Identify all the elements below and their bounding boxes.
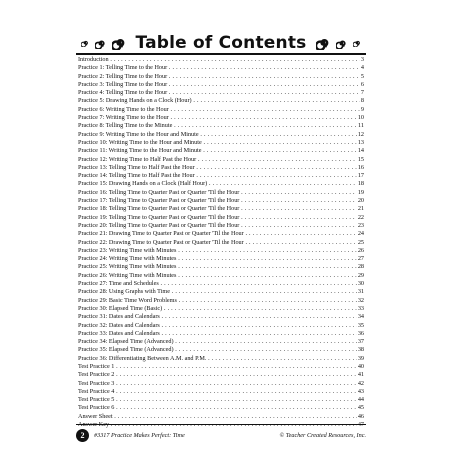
toc-leader-dots <box>207 355 356 363</box>
toc-leader-dots <box>240 189 356 197</box>
toc-leader-dots <box>115 363 356 371</box>
toc-entry <box>78 205 364 213</box>
toc-entry-page: 7 <box>360 89 364 97</box>
toc-entry-label: Practice 1: Telling Time to the Hour <box>78 64 168 72</box>
toc-entry <box>78 64 364 72</box>
toc-entry-label: Practice 5: Drawing Hands on a Clock (Hour) <box>78 97 192 105</box>
toc-leader-dots <box>245 239 357 247</box>
toc-entry-label: Practice 32: Dates and Calendars <box>78 321 160 329</box>
toc-entry <box>78 288 364 296</box>
toc-entry-label: Practice 21: Drawing Time to Quarter Past or Quarter 'Til the Hour <box>78 230 244 238</box>
toc-leader-dots <box>196 172 357 180</box>
toc-entry-page: 20 <box>357 197 364 205</box>
toc-leader-dots <box>197 156 357 164</box>
toc-entry-label: Practice 28: Using Graphs with Time <box>78 288 170 296</box>
toc-entry-page: 46 <box>357 412 364 420</box>
toc-entry <box>78 380 364 388</box>
toc-entry-page: 10 <box>357 114 364 122</box>
toc-entry-page: 37 <box>357 338 364 346</box>
toc-leader-dots <box>177 255 356 263</box>
toc-leader-dots <box>240 205 356 213</box>
toc-entry <box>78 330 364 338</box>
toc-leader-dots <box>161 322 357 330</box>
toc-entry-label: Practice 7: Writing Time to the Hour <box>78 114 169 122</box>
toc-entry-page: 25 <box>357 238 364 246</box>
toc-entry-label: Answer Sheet <box>78 412 113 420</box>
toc-entry-label: Test Practice 6 <box>78 404 115 412</box>
toc-entry-label: Practice 23: Writing Time with Minutes <box>78 246 177 254</box>
page-title: Table of Contents <box>135 33 307 53</box>
toc-leader-dots <box>115 388 356 396</box>
toc-leader-dots <box>208 180 357 188</box>
toc-entry-page: 45 <box>357 404 364 412</box>
toc-entry-page: 26 <box>357 246 364 254</box>
toc-entry-page: 4 <box>360 64 364 72</box>
toc-entry <box>78 230 364 238</box>
toc-entry-label: Practice 11: Writing Time to the Hour and Minute <box>78 147 202 155</box>
toc-entry-page: 15 <box>357 155 364 163</box>
toc-entry <box>78 388 364 396</box>
toc-entry <box>78 73 364 81</box>
toc-entry-page: 21 <box>357 205 364 213</box>
toc-entry-label: Test Practice 2 <box>78 371 115 379</box>
toc-entry-page: 11 <box>358 122 364 130</box>
toc-entry <box>78 322 364 330</box>
toc-leader-dots <box>175 346 357 354</box>
toc-entry-label: Practice 26: Writing Time with Minutes <box>78 271 177 279</box>
toc-entry-page: 18 <box>357 180 364 188</box>
toc-leader-dots <box>170 106 360 114</box>
swirl-icon <box>81 39 89 47</box>
toc-entry <box>78 255 364 263</box>
toc-list <box>78 56 364 429</box>
toc-entry <box>78 404 364 412</box>
toc-leader-dots <box>168 73 360 81</box>
toc-entry-label: Practice 25: Writing Time with Minutes <box>78 263 177 271</box>
toc-entry-label: Practice 15: Drawing Hands on a Clock (Half Hour) <box>78 180 208 188</box>
toc-entry <box>78 305 364 313</box>
toc-entry <box>78 164 364 172</box>
toc-leader-dots <box>196 164 357 172</box>
toc-entry-page: 38 <box>357 346 364 354</box>
toc-entry <box>78 239 364 247</box>
toc-entry-label: Practice 34: Elapsed Time (Advanced) <box>78 338 174 346</box>
toc-entry <box>78 172 364 180</box>
toc-leader-dots <box>168 81 360 89</box>
toc-entry <box>78 97 364 105</box>
toc-entry-page: 13 <box>357 138 364 146</box>
toc-entry-label: Practice 29: Basic Time Word Problems <box>78 296 177 304</box>
toc-entry-label: Practice 33: Dates and Calendars <box>78 329 160 337</box>
toc-leader-dots <box>178 297 357 305</box>
toc-entry-label: Practice 10: Writing Time to the Hour and Minute <box>78 138 202 146</box>
toc-entry <box>78 396 364 404</box>
toc-entry <box>78 280 364 288</box>
toc-entry <box>78 114 364 122</box>
toc-entry-label: Practice 14: Telling Time to Half Past the Hour <box>78 172 195 180</box>
toc-leader-dots <box>115 404 356 412</box>
toc-entry-page: 19 <box>357 188 364 196</box>
toc-entry <box>78 222 364 230</box>
toc-entry <box>78 147 364 155</box>
toc-entry-label: Test Practice 3 <box>78 379 115 387</box>
footer-copyright: © Teacher Created Resources, Inc. <box>279 431 366 439</box>
toc-entry-label: Practice 24: Writing Time with Minutes <box>78 255 177 263</box>
left-swirl-group <box>81 36 126 50</box>
toc-entry-label: Practice 13: Telling Time to Half Past the Hour <box>78 163 195 171</box>
toc-entry-page: 12 <box>357 130 364 138</box>
toc-entry-label: Practice 6: Writing Time to the Hour <box>78 105 169 113</box>
toc-leader-dots <box>240 197 356 205</box>
toc-leader-dots <box>200 131 357 139</box>
toc-entry <box>78 272 364 280</box>
toc-entry-page: 6 <box>360 80 364 88</box>
toc-entry-page: 16 <box>357 163 364 171</box>
toc-leader-dots <box>168 89 360 97</box>
toc-entry-page: 14 <box>357 147 364 155</box>
toc-entry <box>78 156 364 164</box>
toc-leader-dots <box>177 263 356 271</box>
toc-leader-dots <box>161 330 357 338</box>
toc-entry-label: Practice 8: Telling Time to the Minute <box>78 122 173 130</box>
toc-entry-page: 33 <box>357 304 364 312</box>
toc-entry-page: 8 <box>360 97 364 105</box>
toc-entry <box>78 355 364 363</box>
toc-entry <box>78 263 364 271</box>
toc-entry-label: Practice 20: Telling Time to Quarter Past or Quarter 'Til the Hour <box>78 221 240 229</box>
toc-entry-page: 32 <box>357 296 364 304</box>
page-number-badge: 2 <box>76 429 89 442</box>
toc-entry-label: Practice 3: Telling Time to the Hour <box>78 80 168 88</box>
toc-entry-label: Practice 17: Telling Time to Quarter Past or Quarter 'Til the Hour <box>78 197 240 205</box>
toc-leader-dots <box>115 396 356 404</box>
toc-leader-dots <box>177 272 356 280</box>
toc-entry-label: Test Practice 5 <box>78 396 115 404</box>
toc-entry-label: Practice 19: Telling Time to Quarter Past or Quarter 'Til the Hour <box>78 213 240 221</box>
toc-entry-label: Test Practice 1 <box>78 362 115 370</box>
toc-entry-page: 22 <box>357 213 364 221</box>
toc-entry-label: Practice 12: Writing Time to Half Past the Hour <box>78 155 197 163</box>
toc-leader-dots <box>177 247 356 255</box>
toc-entry <box>78 131 364 139</box>
toc-leader-dots <box>160 280 357 288</box>
toc-entry-page: 5 <box>360 72 364 80</box>
toc-entry-label: Practice 27: Time and Schedules <box>78 280 159 288</box>
toc-entry <box>78 247 364 255</box>
toc-entry <box>78 56 364 64</box>
toc-entry <box>78 122 364 130</box>
toc-entry <box>78 89 364 97</box>
toc-entry-label: Test Practice 4 <box>78 387 115 395</box>
toc-leader-dots <box>110 56 360 64</box>
toc-entry-label: Practice 2: Telling Time to the Hour <box>78 72 168 80</box>
toc-entry <box>78 189 364 197</box>
footer-rule <box>76 424 366 425</box>
toc-leader-dots <box>115 371 356 379</box>
toc-entry-page: 34 <box>357 313 364 321</box>
toc-leader-dots <box>193 97 360 105</box>
toc-entry <box>78 338 364 346</box>
toc-entry-page: 39 <box>357 354 364 362</box>
toc-entry-page: 24 <box>357 230 364 238</box>
toc-leader-dots <box>171 288 357 296</box>
footer-book-title: #3317 Practice Makes Perfect: Time <box>94 431 185 439</box>
toc-leader-dots <box>163 305 357 313</box>
toc-entry <box>78 363 364 371</box>
toc-entry-label: Practice 22: Drawing Time to Quarter Past or Quarter 'Til the Hour <box>78 238 244 246</box>
toc-entry-label: Practice 9: Writing Time to the Hour and Minute <box>78 130 199 138</box>
toc-leader-dots <box>240 214 356 222</box>
toc-entry-page: 42 <box>357 379 364 387</box>
toc-entry-label: Practice 4: Telling Time to the Hour <box>78 89 168 97</box>
toc-entry <box>78 81 364 89</box>
toc-entry-label: Practice 36: Differentiating Between A.M. and P.M. <box>78 354 207 362</box>
swirl-icon <box>336 38 347 49</box>
toc-entry-label: Practice 18: Telling Time to Quarter Past or Quarter 'Til the Hour <box>78 205 240 213</box>
header-rule <box>76 53 366 55</box>
toc-entry <box>78 106 364 114</box>
toc-entry-page: 43 <box>357 387 364 395</box>
swirl-icon <box>112 36 126 50</box>
toc-leader-dots <box>245 230 357 238</box>
toc-entry-page: 30 <box>357 280 364 288</box>
swirl-icon <box>316 36 330 50</box>
toc-leader-dots <box>114 413 357 421</box>
toc-entry-page: 17 <box>357 172 364 180</box>
toc-entry-page: 36 <box>357 329 364 337</box>
toc-entry <box>78 197 364 205</box>
toc-leader-dots <box>115 380 356 388</box>
toc-leader-dots <box>168 64 360 72</box>
toc-entry <box>78 371 364 379</box>
page-footer <box>76 427 366 443</box>
toc-entry <box>78 214 364 222</box>
toc-entry-page: 29 <box>357 271 364 279</box>
toc-entry-label: Practice 30: Elapsed Time (Basic) <box>78 304 163 312</box>
toc-entry-page: 23 <box>357 221 364 229</box>
toc-entry-page: 35 <box>357 321 364 329</box>
right-swirl-group <box>316 36 361 50</box>
toc-leader-dots <box>175 338 357 346</box>
page-header <box>76 34 366 52</box>
toc-leader-dots <box>161 313 357 321</box>
toc-entry-label: Practice 35: Elapsed Time (Advanced) <box>78 346 174 354</box>
toc-leader-dots <box>173 122 357 130</box>
swirl-icon <box>95 38 106 49</box>
toc-entry-page: 28 <box>357 263 364 271</box>
toc-entry-page: 41 <box>357 371 364 379</box>
toc-entry-label: Practice 16: Telling Time to Quarter Past or Quarter 'Til the Hour <box>78 188 240 196</box>
toc-entry-page: 9 <box>360 105 364 113</box>
toc-entry <box>78 139 364 147</box>
swirl-icon <box>353 39 361 47</box>
toc-entry <box>78 346 364 354</box>
toc-leader-dots <box>203 147 357 155</box>
toc-leader-dots <box>170 114 357 122</box>
toc-entry <box>78 413 364 421</box>
toc-leader-dots <box>240 222 356 230</box>
toc-entry-label: Practice 31: Dates and Calendars <box>78 313 160 321</box>
toc-entry-page: 40 <box>357 362 364 370</box>
toc-entry-label: Introduction <box>78 56 109 63</box>
toc-entry-page: 27 <box>357 255 364 263</box>
toc-entry <box>78 180 364 188</box>
toc-entry <box>78 297 364 305</box>
toc-entry <box>78 313 364 321</box>
toc-entry-page: 44 <box>357 396 364 404</box>
toc-entry-page: 3 <box>360 56 364 63</box>
toc-leader-dots <box>203 139 357 147</box>
toc-entry-page: 31 <box>357 288 364 296</box>
